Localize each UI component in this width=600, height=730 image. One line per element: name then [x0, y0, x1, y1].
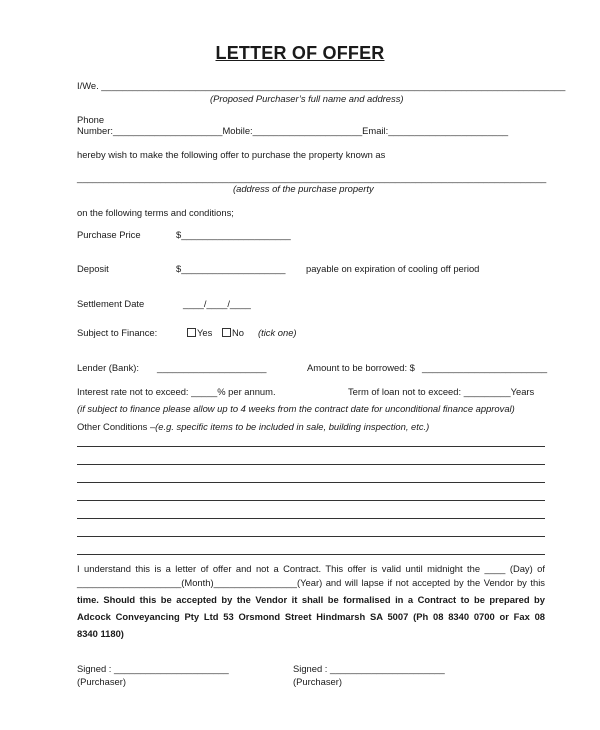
finance-no-option[interactable] [222, 327, 244, 338]
other-conditions [77, 421, 429, 432]
checkbox-yes[interactable] [187, 328, 196, 337]
terms-intro: on the following terms and conditions; [77, 207, 234, 218]
purchase-price-field[interactable]: $_____________________ [176, 229, 291, 240]
understand-line-5: 8340 1180) [77, 628, 124, 639]
conditions-line-3[interactable] [77, 482, 545, 483]
phone-label: Phone [77, 114, 105, 125]
finance-hint: (tick one) [258, 327, 297, 338]
lender-field[interactable]: _____________________ [157, 362, 267, 373]
page-title: LETTER OF OFFER [215, 43, 385, 63]
conditions-line-4[interactable] [77, 500, 545, 501]
signature-2-role: (Purchaser) [293, 676, 342, 687]
offer-intro: hereby wish to make the following offer to purchase the property known as [77, 149, 386, 160]
checkbox-no[interactable] [222, 328, 231, 337]
other-conditions-hint: (e.g. specific items to be included in sale, building inspection, etc.) [155, 421, 430, 432]
conditions-line-2[interactable] [77, 464, 545, 465]
conditions-line-6[interactable] [77, 536, 545, 537]
understand-line-2[interactable]: ____________________(Month)________________(Year) and will lapse if not accepted by the Vendor by this [77, 577, 545, 588]
other-conditions-label: Other Conditions – [77, 421, 156, 432]
conditions-line-7[interactable] [77, 554, 545, 555]
finance-yes-label: Yes [197, 327, 213, 338]
loan-term-field[interactable]: Term of loan not to exceed: _________Years [348, 386, 535, 397]
finance-label: Subject to Finance: [77, 327, 158, 338]
amount-field[interactable]: ________________________ [422, 362, 548, 373]
deposit-label: Deposit [77, 263, 109, 274]
finance-no-label: No [232, 327, 244, 338]
understand-line-1: I understand this is a letter of offer and not a Contract. This offer is valid until midnight the ____ (Day) of [77, 563, 545, 574]
purchaser-name-hint: (Proposed Purchaser’s full name and address) [210, 93, 404, 104]
property-address-field[interactable]: __________________________________________________________________________________________ [77, 172, 547, 183]
signature-1-role: (Purchaser) [77, 676, 126, 687]
interest-rate-field[interactable]: Interest rate not to exceed: _____% per annum. [77, 386, 276, 397]
understand-line-3: time. Should this be accepted by the Vendor it shall be formalised in a Contract to be prepared by [77, 594, 545, 605]
purchase-price-label: Purchase Price [77, 229, 141, 240]
settlement-date-label: Settlement Date [77, 298, 145, 309]
conditions-line-1[interactable] [77, 446, 545, 447]
conditions-line-5[interactable] [77, 518, 545, 519]
contact-fields[interactable]: Number:_____________________Mobile:_____________________Email:_______________________ [77, 125, 509, 136]
signature-2-field[interactable]: Signed : ______________________ [293, 663, 445, 674]
understand-line-4: Adcock Conveyancing Pty Ltd 53 Orsmond Street Hindmarsh SA 5007 (Ph 08 8340 0700 or Fax 08 [77, 611, 545, 622]
amount-label: Amount to be borrowed: $ [307, 362, 415, 373]
signature-1-field[interactable]: Signed : ______________________ [77, 663, 229, 674]
settlement-date-field[interactable]: ____/____/____ [183, 298, 251, 309]
lender-label: Lender (Bank): [77, 362, 140, 373]
property-address-hint: (address of the purchase property [233, 183, 374, 194]
finance-note: (if subject to finance please allow up to 4 weeks from the contract date for unconditional finance approval) [77, 403, 515, 414]
deposit-note: payable on expiration of cooling off period [306, 263, 480, 274]
finance-yes-option[interactable] [187, 327, 212, 338]
deposit-field[interactable]: $____________________ [176, 263, 286, 274]
purchaser-name-field[interactable]: I/We. _________________________________________________________________________________________ [77, 80, 566, 91]
